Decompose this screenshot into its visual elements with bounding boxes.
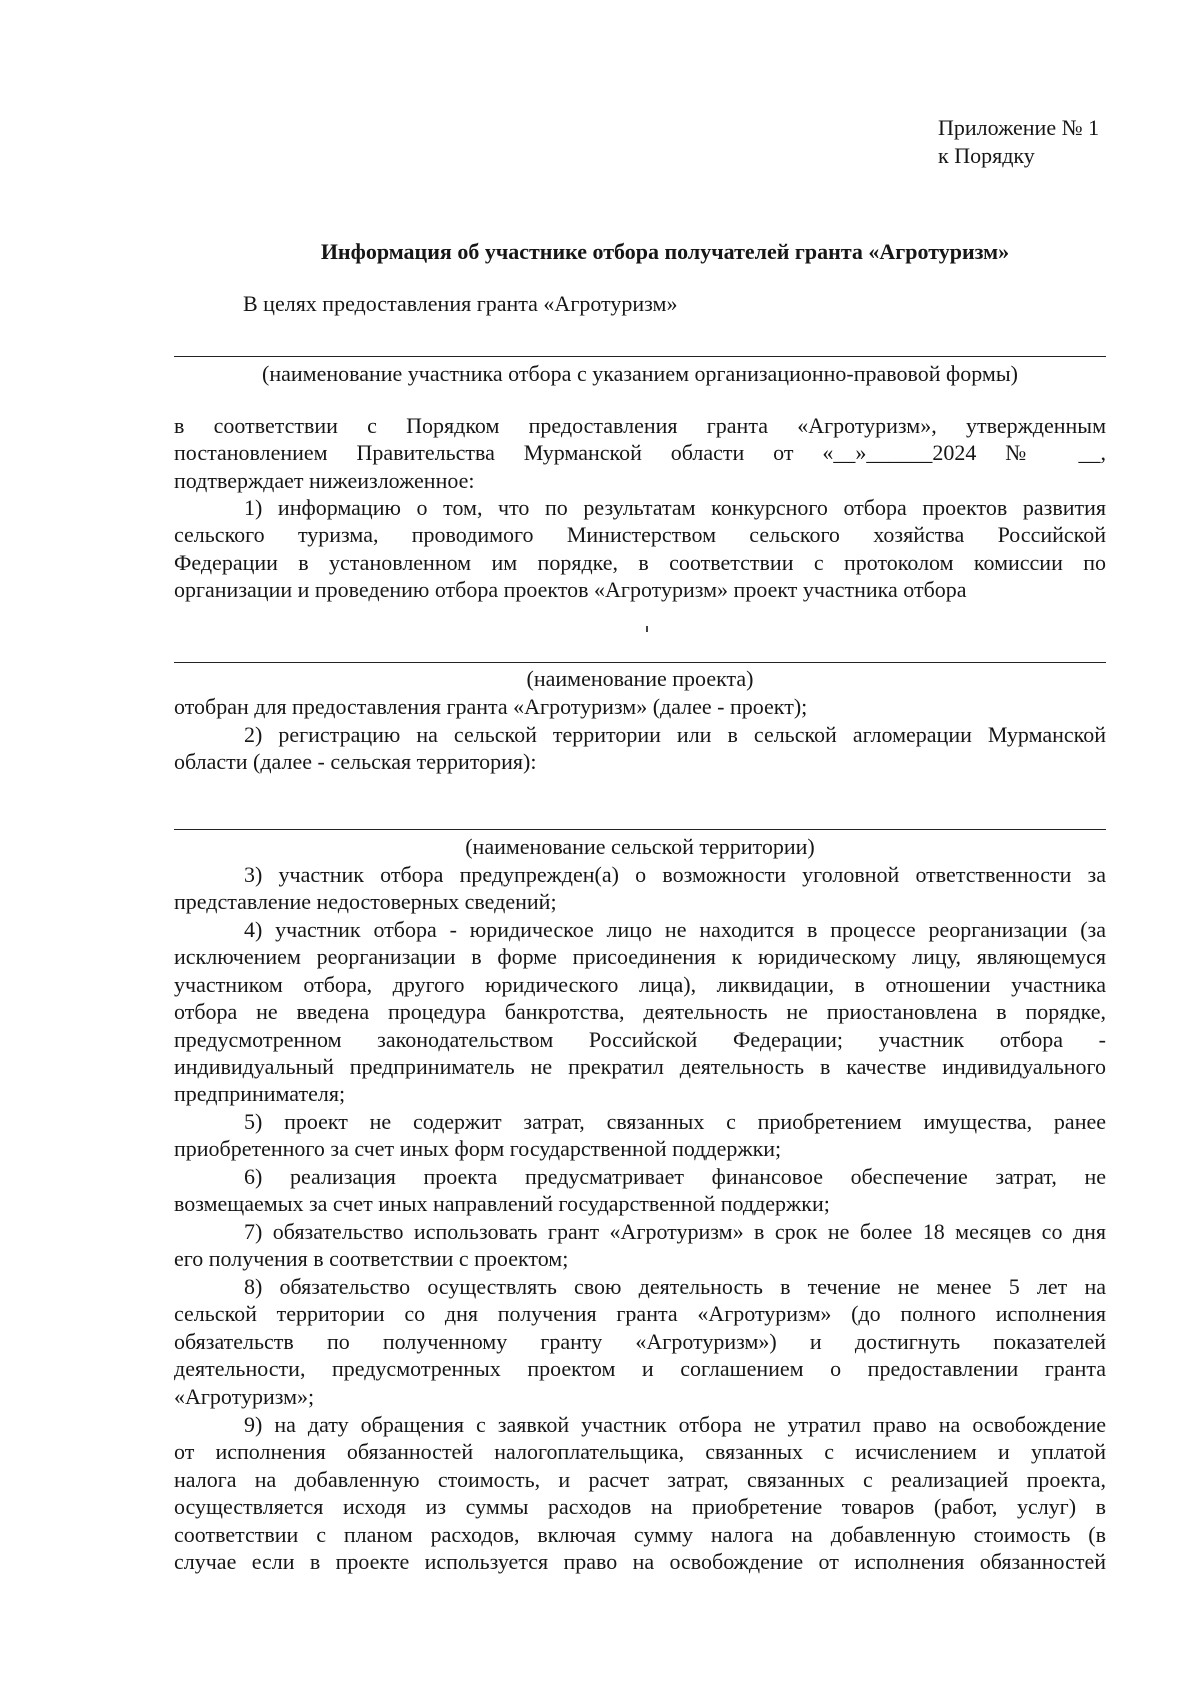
caption-project: (наименование проекта) bbox=[526, 666, 754, 691]
item-5 bbox=[174, 1108, 1106, 1163]
territory-name-blank bbox=[174, 829, 1106, 830]
text-line: 7) обязательство использовать грант «Агротуризм» в срок не более 18 месяцев со дня bbox=[244, 1219, 1106, 1244]
text-line: сельской территории со дня получения гранта «Агротуризм» (до полного исполнения bbox=[174, 1301, 1106, 1327]
text-line: 2) регистрацию на сельской территории или в сельской агломерации Мурманской bbox=[244, 722, 1106, 747]
project-name-blank bbox=[174, 662, 1106, 663]
text-line: исключением реорганизации в форме присоединения к юридическому лицу, являющемуся bbox=[174, 944, 1106, 970]
appendix-header bbox=[938, 114, 1099, 170]
text-line: его получения в соответствии с проектом; bbox=[174, 1246, 569, 1272]
participant-name-blank bbox=[174, 356, 1106, 357]
text-line: представление недостоверных сведений; bbox=[174, 889, 557, 915]
text-line: случае если в проекте используется право на освобождение от исполнения обязанностей bbox=[174, 1549, 1106, 1575]
text-line: 9) на дату обращения с заявкой участник отбора не утратил право на освобождение bbox=[244, 1412, 1106, 1437]
text-line: участником отбора, другого юридического лица), ликвидации, в отношении участника bbox=[174, 971, 1106, 997]
text-line: 4) участник отбора - юридическое лицо не находится в процессе реорганизации (за bbox=[244, 917, 1106, 942]
item-9 bbox=[174, 1411, 1106, 1575]
text-line: 1) информацию о том, что по результатам конкурсного отбора проектов развития bbox=[244, 495, 1106, 520]
item-7 bbox=[174, 1218, 1106, 1273]
text-line: области (далее - сельская территория): bbox=[174, 749, 537, 775]
text-line: налога на добавленную стоимость, и расчет затрат, связанных с реализацией проекта, bbox=[174, 1466, 1106, 1492]
text-line: подтверждает нижеизложенное: bbox=[174, 467, 475, 493]
text-line: индивидуальный предприниматель не прекратил деятельность в качестве индивидуального bbox=[174, 1054, 1106, 1080]
paragraph-basis bbox=[174, 412, 1106, 494]
appendix-ref: к Порядку bbox=[938, 143, 1035, 168]
scan-speck bbox=[646, 626, 648, 632]
item-8 bbox=[174, 1273, 1106, 1410]
caption-territory: (наименование сельской территории) bbox=[465, 834, 815, 859]
appendix-number: Приложение № 1 bbox=[938, 115, 1100, 140]
text-line: приобретенного за счет иных форм государственной поддержки; bbox=[174, 1136, 782, 1162]
text-line: обязательств по полученному гранту «Агротуризм») и достигнуть показателей bbox=[174, 1328, 1106, 1354]
item-6 bbox=[174, 1163, 1106, 1218]
caption-participant: (наименование участника отбора с указанием организационно-правовой формы) bbox=[262, 361, 1018, 386]
text-line: постановлением Правительства Мурманской области от «__»______2024 № __, bbox=[174, 440, 1106, 466]
intro-line: В целях предоставления гранта «Агротуризм» bbox=[243, 291, 678, 316]
text-line: предусмотренном законодательством Российской Федерации; участник отбора - bbox=[174, 1026, 1106, 1052]
after-project-line bbox=[174, 693, 1106, 720]
document-title: Информация об участнике отбора получателей гранта «Агротуризм» bbox=[320, 239, 1010, 264]
item-1 bbox=[174, 494, 1106, 604]
item-4 bbox=[174, 916, 1106, 1108]
text-line: возмещаемых за счет иных направлений государственной поддержки; bbox=[174, 1191, 830, 1217]
text-line: Федерации в установленном им порядке, в соответствии с протоколом комиссии по bbox=[174, 549, 1106, 575]
text-line: сельского туризма, проводимого Министерством сельского хозяйства Российской bbox=[174, 522, 1106, 548]
text-line: 5) проект не содержит затрат, связанных с приобретением имущества, ранее bbox=[244, 1109, 1106, 1134]
text-line: соответствии с планом расходов, включая сумму налога на добавленную стоимость (в bbox=[174, 1521, 1106, 1547]
text-line: отбора не введена процедура банкротства, деятельность не приостановлена в порядке, bbox=[174, 999, 1106, 1025]
text-line: в соответствии с Порядком предоставления гранта «Агротуризм», утвержденным bbox=[174, 413, 1106, 438]
item-3 bbox=[174, 861, 1106, 916]
text-line: деятельности, предусмотренных проектом и соглашением о предоставлении гранта bbox=[174, 1356, 1106, 1382]
text-line: отобран для предоставления гранта «Агротуризм» (далее - проект); bbox=[174, 694, 808, 719]
text-line: 3) участник отбора предупрежден(а) о возможности уголовной ответственности за bbox=[244, 862, 1106, 887]
text-line: 8) обязательство осуществлять свою деятельность в течение не менее 5 лет на bbox=[244, 1274, 1106, 1299]
text-line: «Агротуризм»; bbox=[174, 1383, 315, 1409]
text-line: 6) реализация проекта предусматривает финансовое обеспечение затрат, не bbox=[244, 1164, 1106, 1189]
text-line: от исполнения обязанностей налогоплательщика, связанных с исчислением и уплатой bbox=[174, 1439, 1106, 1465]
text-line: осуществляется исходя из суммы расходов на приобретение товаров (работ, услуг) в bbox=[174, 1494, 1106, 1520]
item-2 bbox=[174, 721, 1106, 776]
text-line: предпринимателя; bbox=[174, 1081, 346, 1107]
text-line: организации и проведению отбора проектов «Агротуризм» проект участника отбора bbox=[174, 577, 967, 603]
